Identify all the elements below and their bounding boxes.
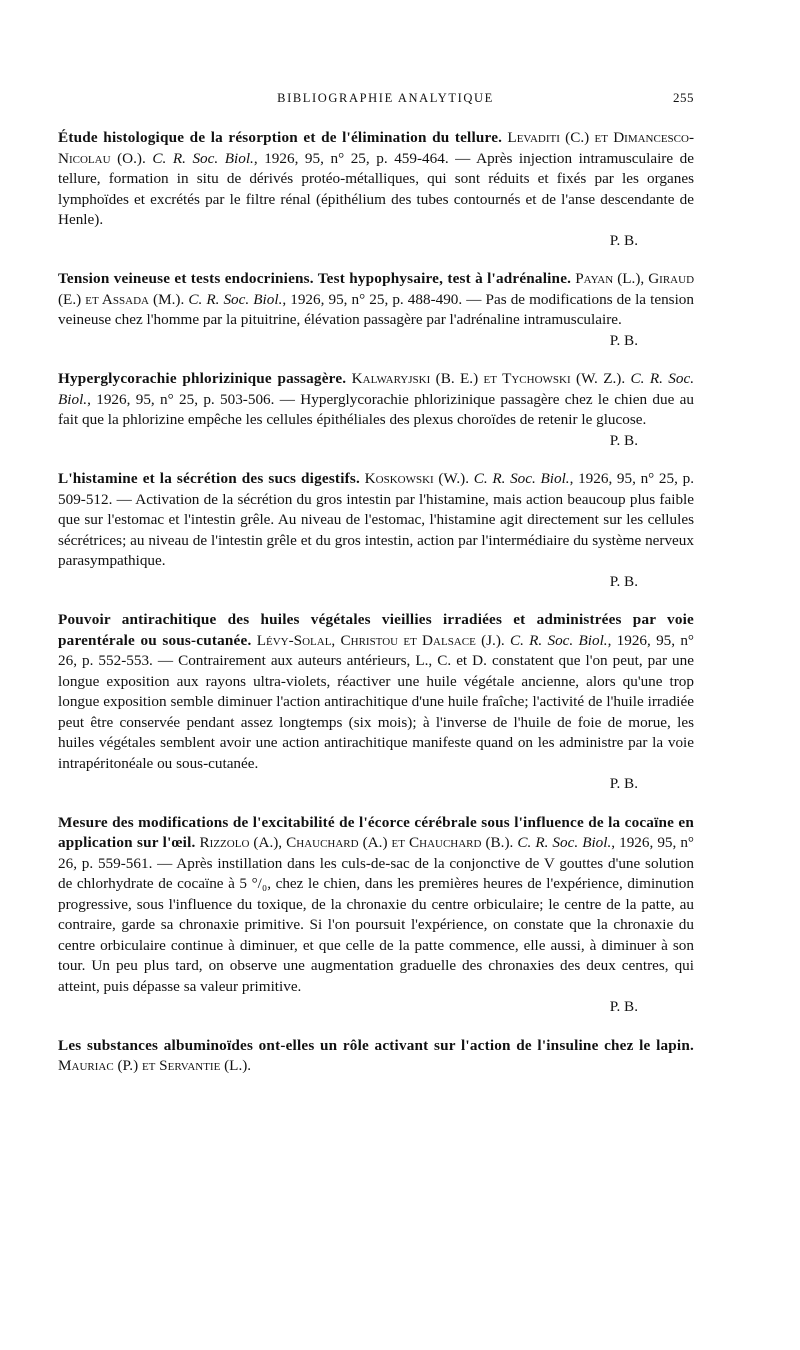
entry-title: Mesure des modifications de l'excitabilité de l'écorce cérébrale sous l'influence de la cocaïne en application sur l'œil. — [58, 813, 694, 851]
entry-authors: Lévy-Solal, Christou et Dalsace (J.). — [256, 631, 505, 649]
entry-title: Tension veineuse et tests endocriniens. Test hypophysaire, test à l'adrénaline. — [58, 270, 572, 287]
entry-body: — Activation de la sécrétion du gros intestin par l'histamine, mais action beaucoup plus faible que sur l'estomac et l'intestin grêle. Au niveau de l'estomac, l'histamine agit directement sur les cellules sécrétrices; au niveau de l'intestin grêle et du gros intestin, action par l'intermédiaire du système nerveux parasympathique. — [58, 490, 694, 569]
entry-5 — [58, 610, 694, 795]
entry-body: — Après instillation dans les culs-de-sac de la conjonctive de V gouttes d'une solution de chlorhydrate de cocaïne à 5 °/₀, chez le chien, dans les premières heures de l'expérience, diminution progressive, sous l'influence du toxique, de la chronaxie du centre orbiculaire; le centre de la patte, au contraire, garde sa chronaxie primitive. Si l'on poursuit l'expérience, on constate que la chronaxie du centre orbiculaire continue à diminuer, et que celle de la patte commence, elle aussi, à diminuer à son tour. Un peu plus tard, on observe une augmentation graduelle des chronaxies des deux centres, qui atteint, puis dépasse sa valeur primitive. — [58, 854, 694, 995]
entry-citation: , 1926, 95, n° 25, p. 509-512. — [58, 470, 694, 508]
entry-title: L'histamine et la sécrétion des sucs digestifs. — [58, 470, 360, 487]
entry-signature: P. B. — [609, 331, 638, 349]
entry-7 — [58, 1036, 694, 1077]
entry-authors: Kalwaryjski (B. E.) et Tychowski (W. Z.). — [351, 370, 626, 387]
entry-title: Hyperglycorachie phlorizinique passagère. — [58, 370, 347, 387]
entry-signature: P. B. — [609, 998, 638, 1015]
entry-4 — [58, 469, 694, 592]
entry-title: Pouvoir antirachitique des huiles végétales vieillies irradiées et administrées par voie parentérale ou sous-cutanée. — [58, 611, 694, 649]
entry-body: — Pas de modifications de la tension veineuse chez l'homme par la pituitrine, élévation passagère par l'adrénaline intramusculaire. — [58, 290, 694, 328]
entry-authors: Payan (L.), Giraud (E.) et Assada (M.). — [58, 270, 695, 308]
entry-signature: P. B. — [609, 231, 638, 249]
entry-body: — Contrairement aux auteurs antérieurs, L., C. et D. constatent que l'on peut, par une longue exposition aux rayons ultra-violets, réactiver une huile végétale ancienne, alors qu'une trop longue exposition semble diminuer l'action antirachitique d'une huile fraîche; l'activité de l'huile irradiée peut être conservée pendant assez longtemps (six mois); à l'inverse de l'huile de foie de morue, les huiles végétales semblent avoir une action antirachitique manifeste quand on les administre par la voie intrapéritonéale ou sous-cutanée. — [58, 652, 694, 772]
entry-signature: P. B. — [609, 572, 638, 590]
entry-3 — [58, 369, 694, 451]
entry-journal: C. R. Soc. Biol. — [152, 149, 254, 167]
entry-authors: Rizzolo (A.), Chauchard (A.) et Chauchard (B.). — [199, 834, 514, 851]
entry-journal: C. R. Soc. Biol. — [188, 290, 283, 308]
running-head — [58, 90, 694, 106]
entry-journal: C. R. Soc. Biol. — [473, 470, 570, 487]
entry-1 — [58, 128, 694, 251]
entry-journal: C. R. Soc. Biol. — [509, 631, 608, 649]
entry-signature: P. B. — [609, 431, 638, 449]
entry-body: — Hyperglycorachie phlorizinique passagère chez le chien due au fait que la phlorizine empêche les cellules épithéliales des plexus choroïdes de retenir le glucose. — [58, 390, 694, 428]
entry-2 — [58, 269, 694, 351]
entry-authors: Mauriac (P.) et Servantie (L.). — [58, 1057, 252, 1074]
entry-journal: C. R. Soc. Biol. — [58, 370, 695, 408]
entry-6 — [58, 813, 694, 1018]
entry-citation: , 1926, 95, n° 26, p. 559-561. — [58, 834, 695, 872]
entry-citation: , 1926, 95, n° 25, p. 459-464. — [253, 149, 449, 167]
entry-body: — Après injection intramusculaire de tellure, formation in situ de dérivés protéo-métalliques, qui sont réduits et fixés par les organes lymphoïdes et excrétés par le filtre rénal (épithélium des tubes contournés et de l'anse descendante de Henle). — [58, 149, 694, 228]
entry-authors: Koskowski (W.). — [364, 470, 470, 487]
entry-title: Étude histologique de la résorption et de l'élimination du tellure. — [58, 129, 503, 146]
entry-signature: P. B. — [609, 775, 638, 792]
entry-title: Les substances albuminoïdes ont-elles un rôle activant sur l'action de l'insuline chez le lapin. — [58, 1036, 694, 1054]
page-number: 255 — [673, 90, 694, 105]
entry-citation: , 1926, 95, n° 25, p. 488-490. — [282, 290, 463, 308]
entry-journal: C. R. Soc. Biol. — [517, 834, 612, 851]
page — [58, 90, 694, 1095]
entry-citation: , 1926, 95, n° 26, p. 552-553. — [58, 631, 695, 669]
entry-authors: Levaditi (C.) et Dimancesco-Nicolau (O.). — [58, 129, 695, 167]
entry-citation: , 1926, 95, n° 25, p. 503-506. — [87, 390, 275, 408]
running-head-title: BIBLIOGRAPHIE ANALYTIQUE — [277, 91, 494, 105]
